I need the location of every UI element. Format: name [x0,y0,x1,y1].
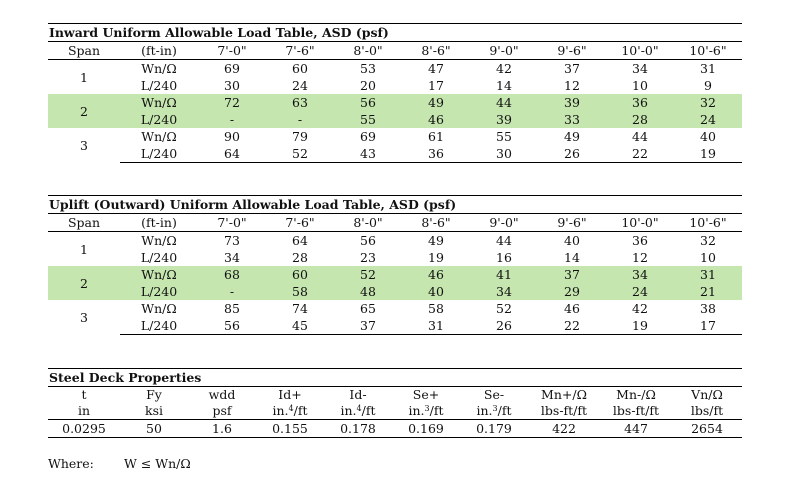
unit-text: in. [340,403,357,418]
uplift-load-table [48,195,742,335]
row-label: L/240 [120,317,198,335]
table-cell: 21 [674,283,742,300]
column-header: 8'-6" [402,42,470,60]
table-row [48,283,742,300]
table-cell: 56 [334,94,402,111]
table-row [48,145,742,163]
table-cell: 34 [470,283,538,300]
where-formula: W ≤ Wn/Ω [124,456,191,471]
column-header: 10'-0" [606,214,674,232]
table-cell: 10 [632,78,648,93]
table-cell: 46 [402,111,470,128]
row-label: Wn/Ω [141,233,177,248]
column-header: 10'-0" [606,42,674,60]
properties-table [48,387,742,438]
table-cell: 22 [538,317,606,335]
property-unit [48,403,120,420]
table-cell: 37 [564,61,580,76]
table-cell: 36 [402,145,470,163]
property-value: 0.169 [392,420,460,438]
property-value: 0.179 [460,420,528,438]
property-value: 2654 [672,420,742,438]
table-cell: 12 [632,250,648,265]
table-row [48,60,742,78]
row-label: L/240 [120,111,198,128]
table-cell: 40 [700,129,716,144]
table-cell: 12 [564,78,580,93]
row-label: L/240 [140,250,178,265]
table-cell: 22 [606,145,674,163]
table-cell: 58 [428,301,444,316]
where-label: Where: [48,456,94,471]
table-cell: 58 [266,283,334,300]
property-value: 422 [528,420,600,438]
table-cell: 39 [538,94,606,111]
table-cell: 55 [496,129,512,144]
table-cell: 53 [360,61,376,76]
column-header: 9'-0" [470,42,538,60]
table-cell: 26 [538,145,606,163]
property-symbol: Id- [349,387,367,402]
property-symbol: Id+ [278,387,302,402]
table-cell: 37 [334,317,402,335]
table-row [48,266,742,283]
table-cell: 44 [496,233,512,248]
properties-title: Steel Deck Properties [48,368,742,387]
unit-text: lbs-ft/ft [540,403,588,418]
property-symbol: Vn/Ω [691,387,723,402]
table-cell: 19 [674,145,742,163]
properties-value-row [48,420,742,438]
table-cell: 41 [470,266,538,283]
property-symbol: Mn+/Ω [541,387,587,402]
column-header: 10'-6" [674,214,742,232]
table-cell: 52 [266,145,334,163]
table-cell: 68 [198,266,266,283]
table-cell: 16 [496,250,512,265]
column-header: Span [48,42,120,60]
table-cell: 49 [402,94,470,111]
property-unit [324,403,392,420]
column-header: Span [48,214,120,232]
table-row [48,77,742,94]
inward-load-table [48,23,742,163]
table-cell: 60 [266,266,334,283]
table-cell: 40 [402,283,470,300]
property-unit [188,403,256,420]
column-header: 10'-6" [674,42,742,60]
table-cell: 34 [606,266,674,283]
property-value: 0.155 [256,420,324,438]
properties-symbol-row [48,387,742,403]
table-row [48,232,742,250]
column-header: 9'-0" [470,214,538,232]
table-cell: 26 [470,317,538,335]
table-cell: 60 [292,61,308,76]
span-cell: 1 [80,241,88,257]
unit-exponent: 3 [492,404,498,413]
table-cell: 52 [334,266,402,283]
table-row [48,249,742,266]
unit-text: in [77,403,91,418]
column-header: 9'-6" [538,42,606,60]
span-cell: 2 [48,94,120,128]
table-cell: 19 [428,250,444,265]
table-cell: 31 [700,61,716,76]
property-symbol: wdd [208,387,236,402]
table-cell: 56 [198,317,266,335]
column-header: 8'-0" [334,42,402,60]
property-unit [460,403,528,420]
table-cell: 24 [674,111,742,128]
property-value: 0.178 [324,420,392,438]
uplift-header-row [48,214,742,232]
table-cell: 38 [700,301,716,316]
property-symbol: Se- [483,387,505,402]
table-cell: 37 [538,266,606,283]
table-cell: 33 [538,111,606,128]
inward-table [48,42,742,163]
table-cell: 48 [334,283,402,300]
span-cell: 1 [80,69,88,85]
unit-text: in. [272,403,289,418]
property-unit [600,403,672,420]
table-cell: 56 [360,233,376,248]
property-symbol: Se+ [412,387,440,402]
table-cell: 28 [292,250,308,265]
table-cell: - [198,283,266,300]
column-header: (ft-in) [120,42,198,60]
table-cell: 61 [428,129,444,144]
where-note [48,456,191,471]
unit-suffix: /ft [361,403,376,418]
table-cell: 30 [470,145,538,163]
table-cell: 34 [632,61,648,76]
table-cell: 44 [470,94,538,111]
unit-text: lbs/ft [690,403,724,418]
table-cell: 24 [606,283,674,300]
table-row [48,317,742,335]
property-unit [528,403,600,420]
row-label: Wn/Ω [141,61,177,76]
unit-exponent: 4 [288,404,294,413]
table-cell: 29 [538,283,606,300]
table-cell: 72 [198,94,266,111]
table-cell: 17 [674,317,742,335]
unit-text: ksi [145,403,163,418]
table-cell: 9 [704,78,712,93]
column-header: 8'-0" [334,214,402,232]
property-value: 0.0295 [48,420,120,438]
inward-table-title: Inward Uniform Allowable Load Table, ASD (psf) [48,23,742,42]
unit-exponent: 3 [424,404,430,413]
table-cell: 17 [428,78,444,93]
table-cell: 31 [674,266,742,283]
table-cell: 40 [564,233,580,248]
table-cell: 39 [470,111,538,128]
row-label: Wn/Ω [141,301,177,316]
table-cell: 64 [198,145,266,163]
table-cell: 65 [360,301,376,316]
table-cell: 19 [606,317,674,335]
table-cell: 74 [292,301,308,316]
table-cell: 79 [292,129,308,144]
table-cell: 42 [496,61,512,76]
property-symbol: t [81,387,87,402]
column-header: 7'-0" [198,42,266,60]
row-label: Wn/Ω [120,94,198,111]
table-cell: 69 [360,129,376,144]
table-cell: 28 [606,111,674,128]
span-cell: 3 [80,309,88,325]
table-cell: 44 [632,129,648,144]
column-header: (ft-in) [120,214,198,232]
property-unit [392,403,460,420]
table-cell: 32 [700,233,716,248]
unit-text: psf [212,403,232,418]
row-label: L/240 [120,145,198,163]
table-row [48,94,742,111]
table-cell: 14 [564,250,580,265]
unit-suffix: /ft [429,403,444,418]
table-row [48,300,742,317]
unit-text: lbs-ft/ft [612,403,660,418]
table-cell: 46 [564,301,580,316]
table-cell: 23 [360,250,376,265]
column-header: 7'-6" [266,42,334,60]
table-cell: 63 [266,94,334,111]
span-cell: 2 [48,266,120,300]
table-cell: 49 [564,129,580,144]
property-symbol: Mn-/Ω [616,387,656,402]
table-cell: 55 [334,111,402,128]
column-header: 9'-6" [538,214,606,232]
table-cell: 36 [606,94,674,111]
row-label: Wn/Ω [141,129,177,144]
properties-unit-row [48,403,742,420]
column-header: 8'-6" [402,214,470,232]
span-cell: 3 [80,137,88,153]
table-cell: 31 [402,317,470,335]
row-label: L/240 [120,283,198,300]
table-cell: 45 [266,317,334,335]
property-value: 1.6 [188,420,256,438]
table-cell: 52 [496,301,512,316]
property-unit [256,403,324,420]
uplift-table [48,214,742,335]
column-header: 7'-6" [266,214,334,232]
table-cell: 20 [360,78,376,93]
row-label: Wn/Ω [120,266,198,283]
property-unit [672,403,742,420]
table-cell: 30 [224,78,240,93]
table-cell: - [266,111,334,128]
table-cell: 69 [224,61,240,76]
table-cell: 32 [674,94,742,111]
table-row [48,128,742,145]
table-cell: 34 [224,250,240,265]
table-cell: - [198,111,266,128]
table-row [48,111,742,128]
row-label: L/240 [140,78,178,93]
table-cell: 49 [428,233,444,248]
unit-suffix: /ft [293,403,308,418]
table-cell: 14 [496,78,512,93]
table-cell: 73 [224,233,240,248]
property-value: 50 [120,420,188,438]
column-header: 7'-0" [198,214,266,232]
table-cell: 46 [402,266,470,283]
table-cell: 42 [632,301,648,316]
table-cell: 64 [292,233,308,248]
table-cell: 43 [334,145,402,163]
property-symbol: Fy [146,387,162,402]
unit-text: in. [476,403,493,418]
table-cell: 36 [632,233,648,248]
unit-exponent: 4 [356,404,362,413]
uplift-table-title: Uplift (Outward) Uniform Allowable Load Table, ASD (psf) [48,195,742,214]
inward-header-row [48,42,742,60]
unit-text: in. [408,403,425,418]
steel-deck-properties [48,368,742,438]
table-cell: 85 [224,301,240,316]
table-cell: 90 [224,129,240,144]
property-value: 447 [600,420,672,438]
table-cell: 10 [700,250,716,265]
unit-suffix: /ft [497,403,512,418]
table-cell: 24 [292,78,308,93]
table-cell: 47 [428,61,444,76]
property-unit [120,403,188,420]
